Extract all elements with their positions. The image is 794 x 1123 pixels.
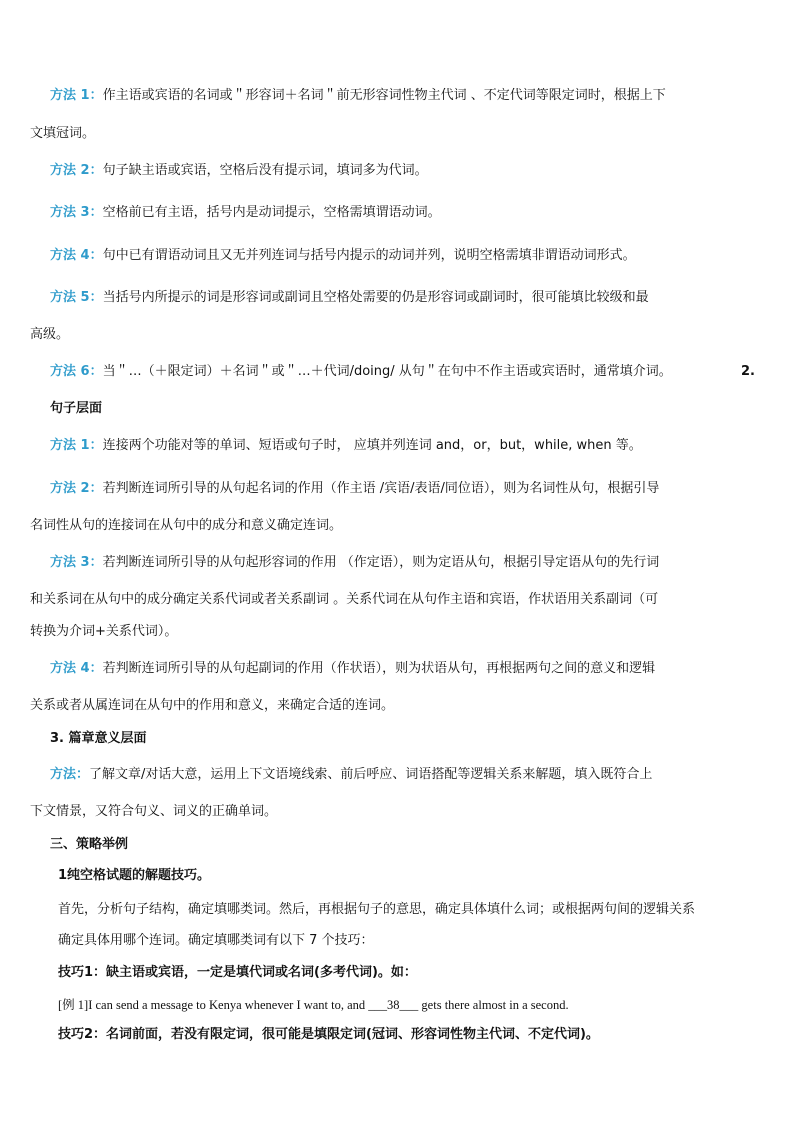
method-2-line — [50, 163, 428, 179]
s2-method-3-text: 若判断连词所引导的从句起形容词的作用 （作定语），则为定语从句，根据引导定语从句的先行词 — [102, 555, 660, 570]
s2-method-2-label: 方法 2： — [50, 481, 103, 496]
method-3-text: 空格前已有主语，括号内是动词提示，空格需填谓语动词。 — [102, 205, 441, 220]
method-4-text: 句中已有谓语动词且又无并列连词与括号内提示的动词并列，说明空格需填非谓语动词形式。 — [102, 248, 636, 263]
method-1-line — [50, 88, 666, 104]
section-3-heading: 3. 篇章意义层面 — [50, 731, 147, 746]
s3-method-continuation: 下文情景，又符合句义、词义的正确单词。 — [30, 804, 278, 819]
s2-method-2-line — [50, 481, 659, 497]
method-6-text: 当＂…（＋限定词）＋名词＂或＂…＋代词/doing/ 从句＂在句中不作主语或宾语时，通常填介词。 — [102, 364, 672, 379]
s2-method-1-label: 方法 1： — [50, 438, 103, 453]
s2-method-4-continuation: 关系或者从属连词在从句中的作用和意义，来确定合适的连词。 — [30, 698, 395, 713]
method-5-label: 方法 5： — [50, 290, 103, 305]
method-5-line — [50, 290, 649, 306]
s2-method-3-label: 方法 3： — [50, 555, 103, 570]
s2-method-4-label: 方法 4： — [50, 661, 103, 676]
s2-method-4-text: 若判断连词所引导的从句起副词的作用（作状语），则为状语从句，再根据两句之间的意义和逻辑 — [102, 661, 656, 676]
method-1-label: 方法 1： — [50, 88, 103, 103]
method-2-text: 句子缺主语或宾语，空格后没有提示词，填词多为代词。 — [102, 163, 428, 178]
section-4-paragraph-1: 首先，分析句子结构，确定填哪类词。然后，再根据句子的意思，确定具体填什么词；或根据两句间的逻辑关系 — [58, 902, 696, 917]
section-4-heading: 三、策略举例 — [50, 837, 129, 852]
tip-1: 技巧1：缺主语或宾语，一定是填代词或名词(多考代词)。如： — [58, 965, 417, 980]
s2-method-3-continuation-2: 转换为介词+关系代词）。 — [30, 624, 178, 639]
method-1-text: 作主语或宾语的名词或＂形容词＋名词＂前无形容词性物主代词 、不定代词等限定词时，根据上下 — [102, 88, 666, 103]
method-1-continuation: 文填冠词。 — [30, 126, 96, 141]
method-5-text: 当括号内所提示的词是形容词或副词且空格处需要的仍是形容词或副词时，很可能填比较级和最 — [102, 290, 649, 305]
section-2-number: 2. — [741, 364, 755, 379]
s2-method-4-line — [50, 661, 655, 677]
example-1: [例 1]I can send a message to Kenya whenever I want to, and ___38___ gets there almost in a second. — [58, 998, 569, 1012]
method-4-label: 方法 4： — [50, 248, 103, 263]
method-6-label: 方法 6： — [50, 364, 103, 379]
s2-method-1-text: 连接两个功能对等的单词、短语或句子时， 应填并列连词 and，or，but，while, when 等。 — [102, 438, 642, 453]
method-3-line — [50, 205, 441, 221]
s2-method-2-continuation: 名词性从句的连接词在从句中的成分和意义确定连词。 — [30, 518, 343, 533]
s2-method-3-line — [50, 555, 659, 571]
s3-method-text: 了解文章/对话大意，运用上下文语境线索、前后呼应、词语搭配等逻辑关系来解题，填入既符合上 — [89, 767, 653, 782]
method-2-label: 方法 2： — [50, 163, 103, 178]
s2-method-1-line — [50, 438, 642, 454]
method-3-label: 方法 3： — [50, 205, 103, 220]
s2-method-2-text: 若判断连词所引导的从句起名词的作用（作主语 /宾语/表语/同位语），则为名词性从句，根据引导 — [102, 481, 660, 496]
s3-method-label: 方法： — [50, 767, 90, 782]
method-6-line — [50, 364, 672, 380]
s2-method-3-continuation: 和关系词在从句中的成分确定关系代词或者关系副词 。关系代词在从句作主语和宾语，作状语用关系副词（可 — [30, 592, 659, 607]
section-4-subheading: 1纯空格试题的解题技巧。 — [58, 868, 211, 883]
method-5-continuation: 高级。 — [30, 327, 70, 342]
section-4-paragraph-2: 确定具体用哪个连词。确定填哪类词有以下 7 个技巧： — [58, 933, 374, 948]
tip-2: 技巧2：名词前面，若没有限定词，很可能是填限定词(冠词、形容词性物主代词、不定代词)。 — [58, 1027, 599, 1042]
method-4-line — [50, 248, 636, 264]
section-2-heading: 句子层面 — [50, 401, 103, 416]
s3-method-line — [50, 767, 652, 783]
